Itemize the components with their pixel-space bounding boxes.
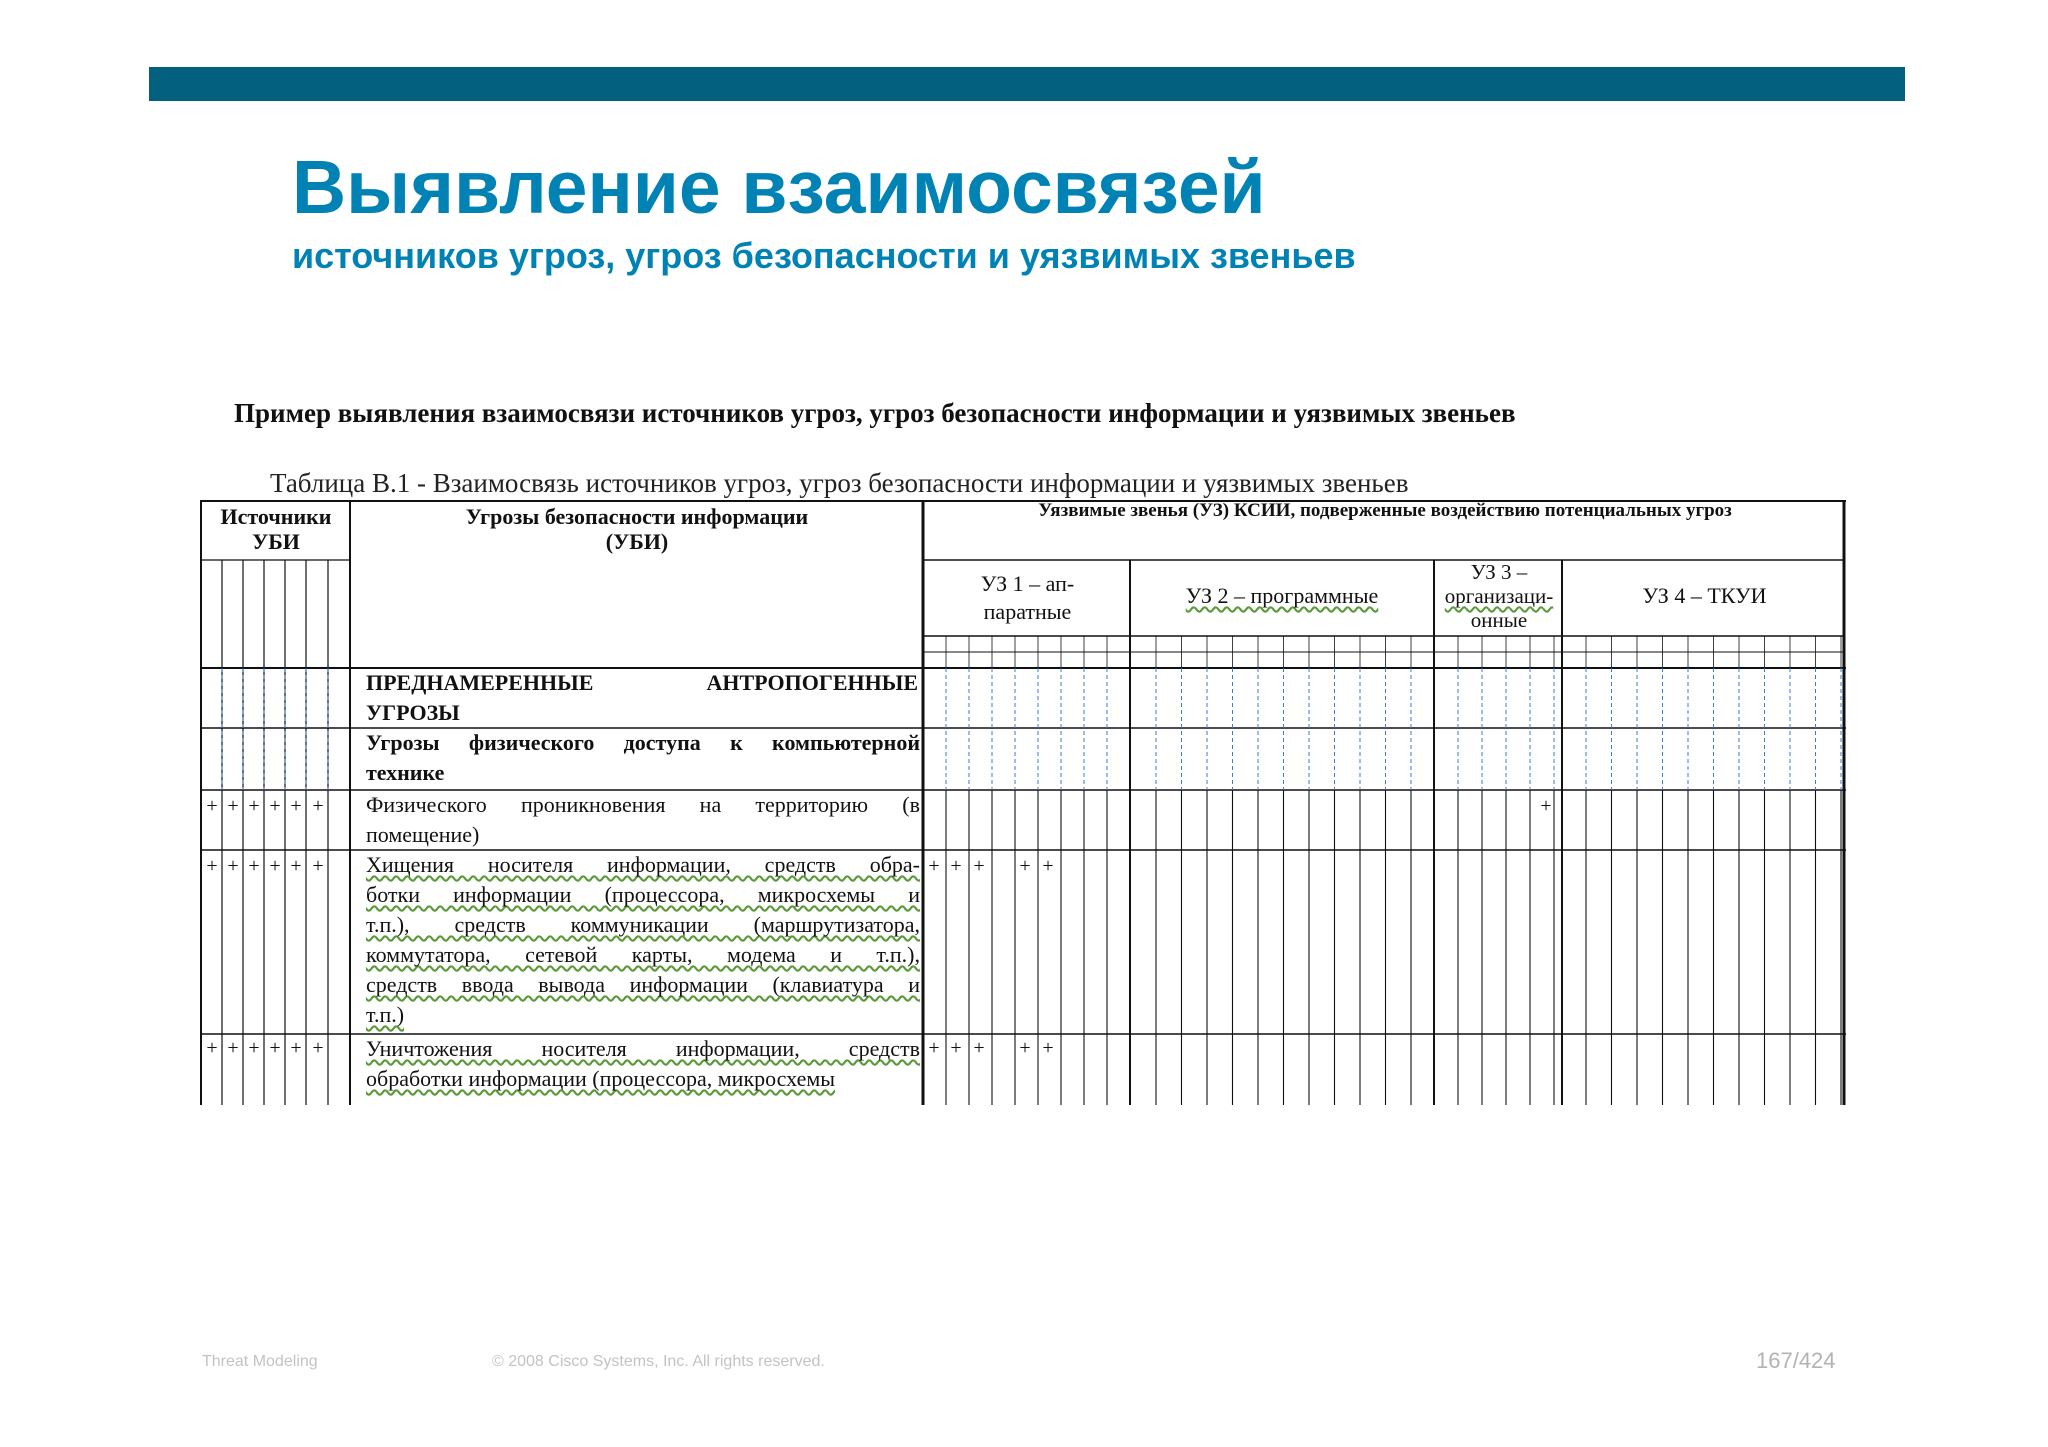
source-mark: + — [206, 1037, 218, 1059]
source-mark: + — [248, 1037, 260, 1059]
uz1-label: УЗ 1 – ап- паратные — [980, 571, 1075, 624]
slide-subtitle: источников угроз, угроз безопасности и уязвимых звеньев — [292, 235, 1356, 276]
uz2-label: УЗ 2 – программные — [1185, 583, 1379, 608]
source-mark: + — [227, 1037, 239, 1059]
uz-mark: + — [973, 855, 985, 877]
uz-mark: + — [928, 855, 940, 877]
source-mark: + — [227, 855, 239, 877]
col-uz-header: Уязвимые звенья (УЗ) КСИИ, подверженные воздействию потенциальных угроз — [1038, 500, 1732, 521]
uz-mark: + — [950, 1037, 962, 1059]
source-mark: + — [206, 855, 218, 877]
uz-mark: + — [928, 1037, 940, 1059]
slide-title: Выявление взаимосвязей — [292, 145, 1266, 229]
source-mark: + — [312, 795, 324, 817]
row-intentional-threats: ПРЕДНАМЕРЕННЫЕ АНТРОПОГЕННЫЕ УГРОЗЫ — [366, 670, 918, 725]
uz-mark: + — [973, 1037, 985, 1059]
document-caption: Пример выявления взаимосвязи источников угроз, угроз безопасности информации и уязвимых звеньев — [234, 398, 1516, 428]
row-physical-intrusion: Физического проникновения на территорию (в помещение) — [366, 792, 920, 847]
uz-mark: + — [1019, 855, 1031, 877]
row-physical-access-threats: Угрозы физического доступа к компьютерной технике — [366, 730, 920, 785]
row-destruction-of-media: Уничтожения носителя информации, средств обработки информации (процессора, микросхемы — [366, 1036, 920, 1091]
source-mark: + — [269, 1037, 281, 1059]
header-bar — [149, 67, 1905, 101]
uz-mark: + — [1019, 1037, 1031, 1059]
uz-mark: + — [950, 855, 962, 877]
uz-mark: + — [1042, 1037, 1054, 1059]
uz-mark: + — [1540, 795, 1552, 817]
source-mark: + — [269, 795, 281, 817]
source-mark: + — [269, 855, 281, 877]
source-mark: + — [290, 795, 302, 817]
source-mark: + — [248, 795, 260, 817]
page-number: 167/424 — [1756, 1348, 1836, 1373]
footer-copyright: © 2008 Cisco Systems, Inc. All rights reserved. — [492, 1353, 825, 1370]
source-mark: + — [206, 795, 218, 817]
threat-table — [200, 500, 1847, 1105]
uz4-label: УЗ 4 – ТКУИ — [1642, 583, 1767, 608]
source-mark: + — [290, 1037, 302, 1059]
source-mark: + — [290, 855, 302, 877]
footer-label: Threat Modeling — [202, 1353, 318, 1370]
source-mark: + — [248, 855, 260, 877]
source-mark: + — [312, 855, 324, 877]
col-threats-header: Угрозы безопасности информации (УБИ) — [465, 504, 809, 555]
row-theft-of-media: Хищения носителя информации, средств обра- ботки информации (процессора, микросхемы и т.п.), средств коммуникации (маршрутизатора, коммутатора, сетевой карты, модема и т.п.), средств ввода вывода информации (клавиатура и т.п.) — [366, 852, 920, 1027]
col-sources-header: Источники УБИ — [220, 504, 332, 555]
table-title: Таблица В.1 - Взаимосвязь источников угроз, угроз безопасности информации и уязвимых звеньев — [270, 468, 1409, 498]
source-mark: + — [227, 795, 239, 817]
uz-mark: + — [1042, 855, 1054, 877]
source-mark: + — [312, 1037, 324, 1059]
uz3-label: УЗ 3 – организаци- онные — [1444, 560, 1554, 632]
